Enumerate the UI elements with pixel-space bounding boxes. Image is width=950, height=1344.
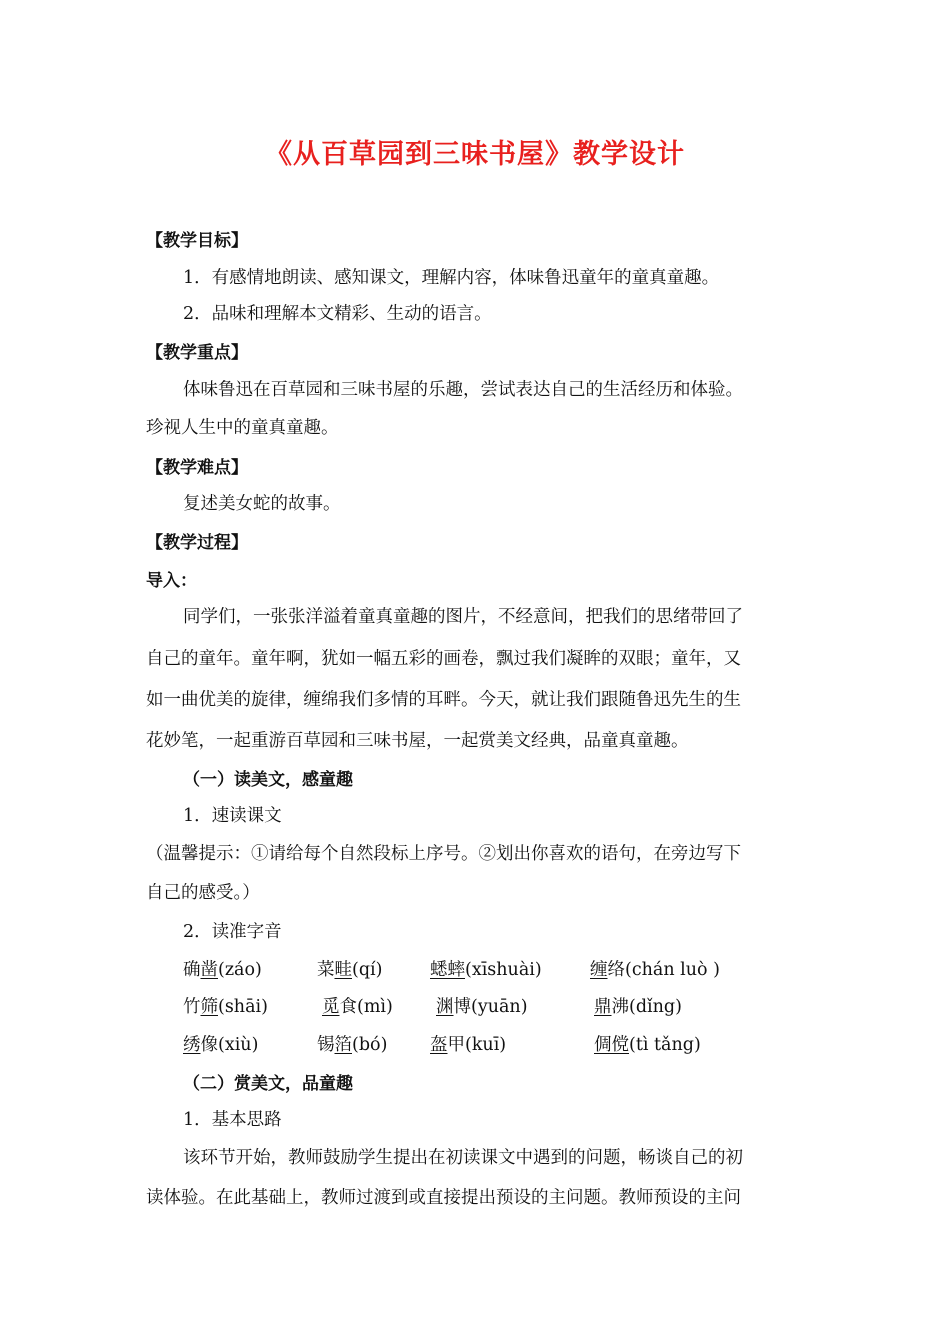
goals-heading: 【教学目标】 — [146, 231, 248, 251]
focus-line-2: 珍视人生中的童真童趣。 — [146, 418, 339, 438]
tip-line-1: （温馨提示：①请给每个自然段标上序号。②划出你喜欢的语句，在旁边写下 — [146, 844, 741, 864]
vocab-item: 觅食(mì) — [322, 997, 393, 1017]
idea-line-1: 该环节开始，教师鼓励学生提出在初读课文中遇到的问题，畅谈自己的初 — [183, 1148, 743, 1168]
vocab-item: 绣像(xiù) — [183, 1035, 259, 1055]
intro-line-1: 同学们，一张张洋溢着童真童趣的图片，不经意间，把我们的思绪带回了 — [183, 607, 743, 627]
vocab-item: 菜畦(qí) — [317, 960, 383, 980]
vocab-item: 锡箔(bó) — [317, 1035, 388, 1055]
intro-line-2: 自己的童年。童年啊，犹如一幅五彩的画卷，飘过我们凝眸的双眼；童年，又 — [146, 649, 741, 669]
document-title: 《从百草园到三味书屋》教学设计 — [265, 139, 685, 170]
vocab-item: 渊博(yuān) — [436, 997, 528, 1017]
vocab-item: 蟋蟀(xīshuài) — [430, 960, 542, 980]
read-step-2: 2．读准字音 — [183, 922, 282, 942]
part1-heading: （一）读美文，感童趣 — [183, 770, 353, 790]
intro-line-3: 如一曲优美的旋律，缠绵我们多情的耳畔。今天，就让我们跟随鲁迅先生的生 — [146, 690, 741, 710]
read-step-1: 1．速读课文 — [183, 806, 282, 826]
process-heading: 【教学过程】 — [146, 533, 248, 553]
tip-line-2: 自己的感受。） — [146, 883, 260, 903]
vocab-item: 鼎沸(dǐng) — [594, 997, 682, 1017]
idea-heading: 1．基本思路 — [183, 1110, 282, 1130]
part2-heading: （二）赏美文，品童趣 — [183, 1074, 353, 1094]
intro-heading: 导入： — [146, 571, 197, 591]
goal-2: 2．品味和理解本文精彩、生动的语言。 — [183, 304, 492, 324]
idea-line-2: 读体验。在此基础上，教师过渡到或直接提出预设的主问题。教师预设的主问 — [146, 1188, 741, 1208]
focus-heading: 【教学重点】 — [146, 343, 248, 363]
vocab-item: 竹筛(shāi) — [183, 997, 268, 1017]
goal-1: 1．有感情地朗读、感知课文，理解内容，体味鲁迅童年的童真童趣。 — [183, 268, 720, 288]
vocab-item: 缠络(chán luò ) — [590, 960, 720, 980]
vocab-item: 倜傥(tì tǎng) — [594, 1035, 701, 1055]
vocab-item: 确凿(záo) — [183, 960, 262, 980]
difficulty-line: 复述美女蛇的故事。 — [183, 494, 341, 514]
intro-line-4: 花妙笔，一起重游百草园和三味书屋，一起赏美文经典，品童真童趣。 — [146, 731, 689, 751]
focus-line-1: 体味鲁迅在百草园和三味书屋的乐趣，尝试表达自己的生活经历和体验。 — [183, 380, 743, 400]
vocab-item: 盔甲(kuī) — [430, 1035, 507, 1055]
difficulty-heading: 【教学难点】 — [146, 458, 248, 478]
